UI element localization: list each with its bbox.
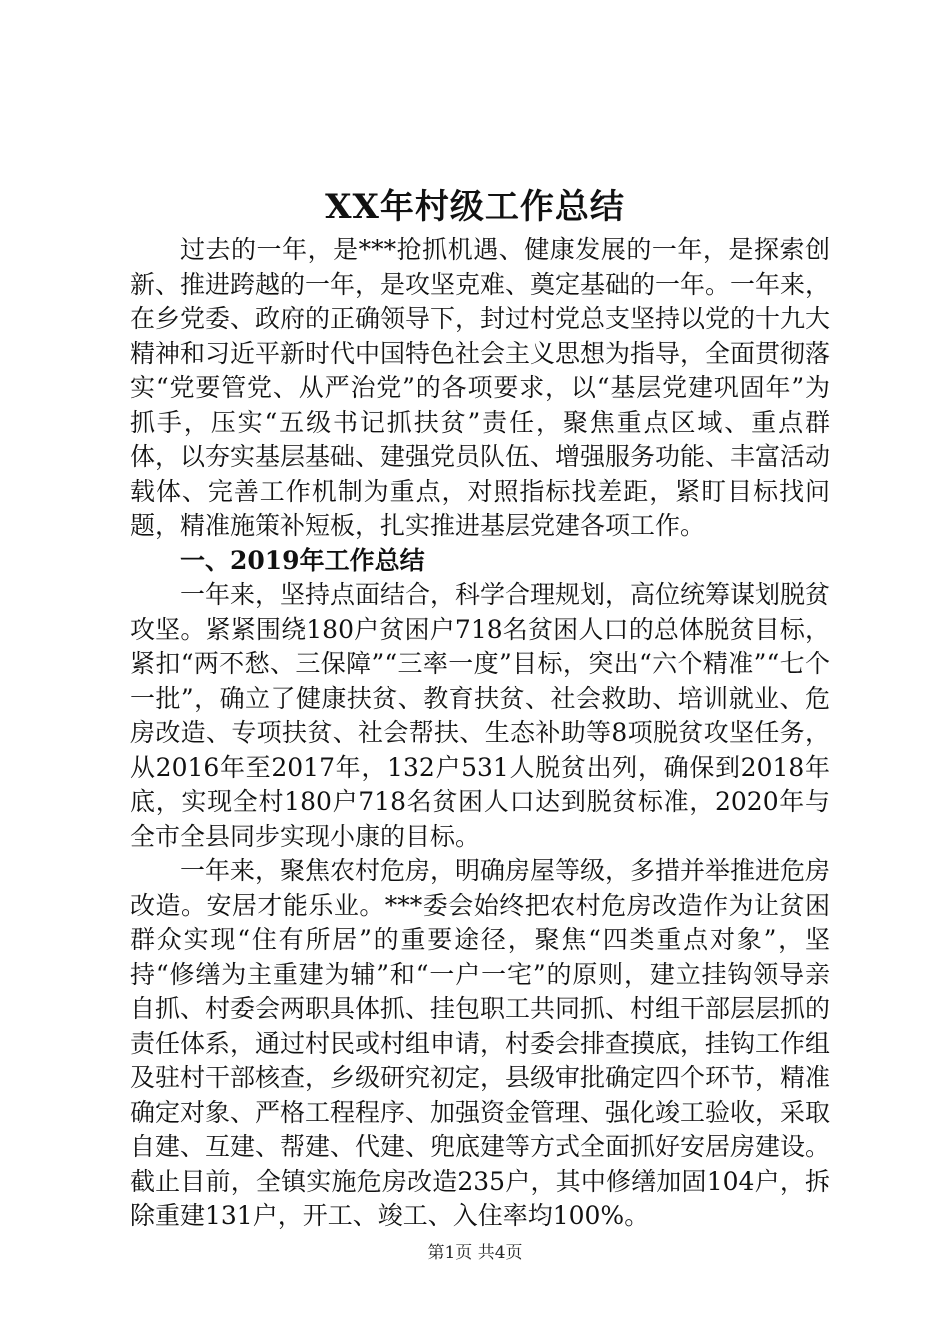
document-body bbox=[130, 233, 830, 1234]
section-heading: 一、2019年工作总结 bbox=[180, 545, 425, 575]
intro-paragraph: 过去的一年，是***抢抓机遇、健康发展的一年，是探索创新、推进跨越的一年，是攻坚克难、奠定基础的一年。一年来，在乡党委、政府的正确领导下，封过村党总支坚持以党的十九大精神和习近平新时代中国特色社会主义思想为指导，全面贯彻落实“党要管党、从严治党”的各项要求，以“基层党建巩固年”为抓手，压实“五级书记抓扶贫”责任，聚焦重点区域、重点群体，以夯实基层基础、建强党员队伍、增强服务功能、丰富活动载体、完善工作机制为重点，对照指标找差距，紧盯目标找问题，精准施策补短板，扎实推进基层党建各项工作。 bbox=[130, 235, 831, 540]
poverty-paragraph: 一年来，坚持点面结合，科学合理规划，高位统筹谋划脱贫攻坚。紧紧围绕180户贫困户718名贫困人口的总体脱贫目标，紧扣“两不愁、三保障”“三率一度”目标，突出“六个精准”“七个一批”，确立了健康扶贫、教育扶贫、社会救助、培训就业、危房改造、专项扶贫、社会帮扶、生态补助等8项脱贫攻坚任务，从2016年至2017年，132户531人脱贫出列，确保到2018年底，实现全村180户718名贫困人口达到脱贫标准，2020年与全市全县同步实现小康的目标。 bbox=[130, 580, 831, 851]
page-footer: 第1页 共4页 bbox=[427, 1243, 523, 1263]
document-title: XX年村级工作总结 bbox=[325, 187, 625, 227]
housing-paragraph: 一年来，聚焦农村危房，明确房屋等级，多措并举推进危房改造。安居才能乐业。***委会始终把农村危房改造作为让贫困群众实现“住有所居”的重要途径，聚焦“四类重点对象”，坚持“修缮为主重建为辅”和“一户一宅”的原则，建立挂钩领导亲自抓、村委会两职具体抓、挂包职工共同抓、村组干部层层抓的责任体系，通过村民或村组申请，村委会排查摸底，挂钩工作组及驻村干部核查，乡级研究初定，县级审批确定四个环节，精准确定对象、严格工程程序、加强资金管理、强化竣工验收，采取自建、互建、帮建、代建、兜底建等方式全面抓好安居房建设。截止目前，全镇实施危房改造235户，其中修缮加固104户，拆除重建131户，开工、竣工、入住率均100%。 bbox=[130, 856, 831, 1230]
